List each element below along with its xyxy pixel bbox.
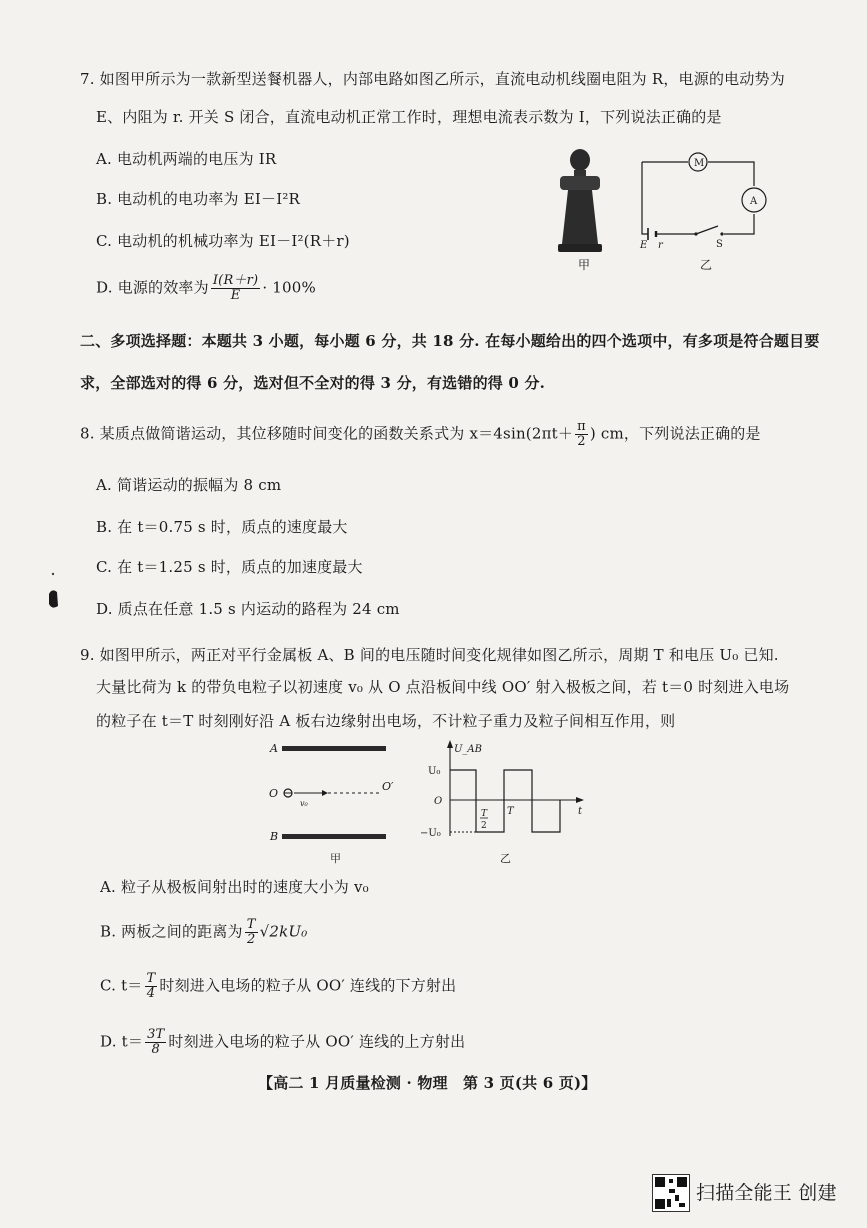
point-o-label: O [269,787,279,800]
q8-option-b: B. 在 t＝0.75 s 时，质点的速度最大 [96,518,348,536]
q9-option-b-prefix: B. 两板之间的距离为 [100,922,243,941]
q7-option-d [96,274,316,303]
q9-b-denominator: 2 [246,932,256,947]
q9-stem-line2: 大量比荷为 k 的带负电粒子以初速度 v₀ 从 O 点沿板间中线 OO′ 射入极板之间，若 t＝0 时刻进入电场 [96,678,790,696]
voltage-time-chart [420,736,590,866]
circuit-diagram [636,150,786,251]
robot-body [562,190,598,244]
q9-b-numerator: T [246,917,256,932]
q8-option-a: A. 简谐运动的振幅为 8 cm [96,476,282,494]
half-period-den: 2 [481,821,487,831]
q8-stem-suffix: ) cm，下列说法正确的是 [589,424,761,443]
section2-heading-line1: 二、多项选择题：本题共 3 小题，每小题 6 分，共 18 分. 在每小题给出的四个选项中，有多项是符合题目要 [80,332,820,350]
q9-d-denominator: 8 [151,1042,160,1057]
circuit-wire-right-bottom [724,214,754,234]
switch-contact [720,232,723,235]
q9-stem-line3: 的粒子在 t＝T 时刻刚好沿 A 板右边缘射出电场，不计粒子重力及粒子间相互作用，则 [96,712,676,730]
q9-stem-line1: 9. 如图甲所示，两正对平行金属板 A、B 间的电压随时间变化规律如图乙所示，周期 T 和电压 U₀ 已知. [80,646,779,664]
q8-stem-prefix: 8. 某质点做简谐运动，其位移随时间变化的函数关系式为 x＝4sin(2πt＋ [80,424,574,443]
parallel-plates-diagram [264,736,414,866]
q9-option-c-suffix: 时刻进入电场的粒子从 OO′ 连线的下方射出 [159,976,457,995]
q9-c-fraction [145,972,158,1001]
q8-option-d: D. 质点在任意 1.5 s 内运动的路程为 24 cm [96,600,400,618]
q7-stem-line2: E、内阻为 r. 开关 S 闭合，直流电动机正常工作时，理想电流表示数为 I，下列说法正确的是 [96,108,722,126]
scan-smudge [44,568,64,612]
plate-a-label: A [270,742,278,755]
q9-b-fraction [245,918,258,947]
circuit-wire-left [642,162,648,234]
q9-d-fraction [145,1028,166,1057]
battery-resistance-label: r [658,240,663,251]
plate-a [282,746,386,751]
page-footer: 【高二 1 月质量检测 · 物理 第 3 页(共 6 页)】 [258,1074,597,1092]
robot-base [558,244,602,252]
q7-efficiency-fraction [211,274,260,303]
q8-phase-fraction [575,420,588,449]
plate-b [282,834,386,839]
q8-phase-numerator: π [577,419,586,434]
switch-label: S [716,239,723,250]
plate-b-label: B [270,830,279,843]
x-axis-arrow [576,797,584,803]
switch-pivot [694,232,697,235]
q9-c-numerator: T [146,971,156,986]
q7-figure-left-caption: 甲 [578,258,591,272]
x-axis-label: t [578,806,583,817]
qr-code-icon [652,1174,690,1212]
q9-c-denominator: 4 [146,986,156,1001]
plates-caption: 甲 [330,852,341,865]
section2-heading-line2: 求，全部选对的得 6 分，选对但不全对的得 3 分，有选错的得 0 分. [80,374,546,392]
ammeter-symbol: A [750,196,758,207]
circuit-wire-top-right [708,162,754,186]
q9-option-d-suffix: 时刻进入电场的粒子从 OO′ 连线的上方射出 [168,1032,466,1051]
q7-option-d-suffix: · 100% [262,278,316,297]
battery-emf-label: E [640,240,648,251]
switch-lever [696,226,718,234]
q7-fraction-denominator: E [230,288,241,303]
q7-figure-right-caption: 乙 [700,258,713,272]
q9-option-a: A. 粒子从极板间射出时的速度大小为 v₀ [100,878,369,896]
q9-d-numerator: 3T [147,1027,165,1042]
motor-symbol: M [694,158,705,169]
q8-phase-denominator: 2 [577,434,586,449]
q9-option-c-prefix: C. t＝ [100,976,143,995]
chart-caption: 乙 [500,852,511,865]
q7-fraction-numerator: I(R＋r) [212,273,259,288]
q8-option-c: C. 在 t＝1.25 s 时，质点的加速度最大 [96,558,363,576]
q7-option-d-prefix: D. 电源的效率为 [96,278,209,297]
q8-stem [80,420,761,449]
q9-option-b [100,918,308,947]
origin-label: O [434,796,443,807]
point-o-prime-label: O′ [382,780,394,793]
q9-option-d [100,1028,465,1057]
q9-option-d-prefix: D. t＝ [100,1032,144,1051]
scanner-watermark: 扫描全能王 创建 [696,1182,837,1204]
q9-b-sqrt-term: √2kU₀ [259,922,308,941]
q7-option-b: B. 电动机的电功率为 EI－I²R [96,190,301,208]
y-axis-arrow [447,740,453,748]
q9-option-c [100,972,456,1001]
q7-option-c: C. 电动机的机械功率为 EI－I²(R＋r) [96,232,350,250]
half-period-num: T [481,809,488,819]
robot-head [570,149,590,171]
initial-velocity-label: v₀ [300,799,308,808]
q7-stem-line1: 7. 如图甲所示为一款新型送餐机器人，内部电路如图乙所示，直流电动机线圈电阻为 R，电源的电动势为 [80,70,785,88]
robot-tray [560,176,600,190]
y-axis-label: U_AB [454,744,482,755]
robot-neck [574,170,586,176]
neg-u0-tick-label: −U₀ [420,828,441,839]
period-label: T [507,806,514,817]
q7-option-a: A. 电动机两端的电压为 IR [96,150,277,168]
square-wave [450,770,560,832]
robot-figure [552,144,612,264]
velocity-arrow-head [322,790,328,796]
u0-tick-label: U₀ [428,766,441,777]
